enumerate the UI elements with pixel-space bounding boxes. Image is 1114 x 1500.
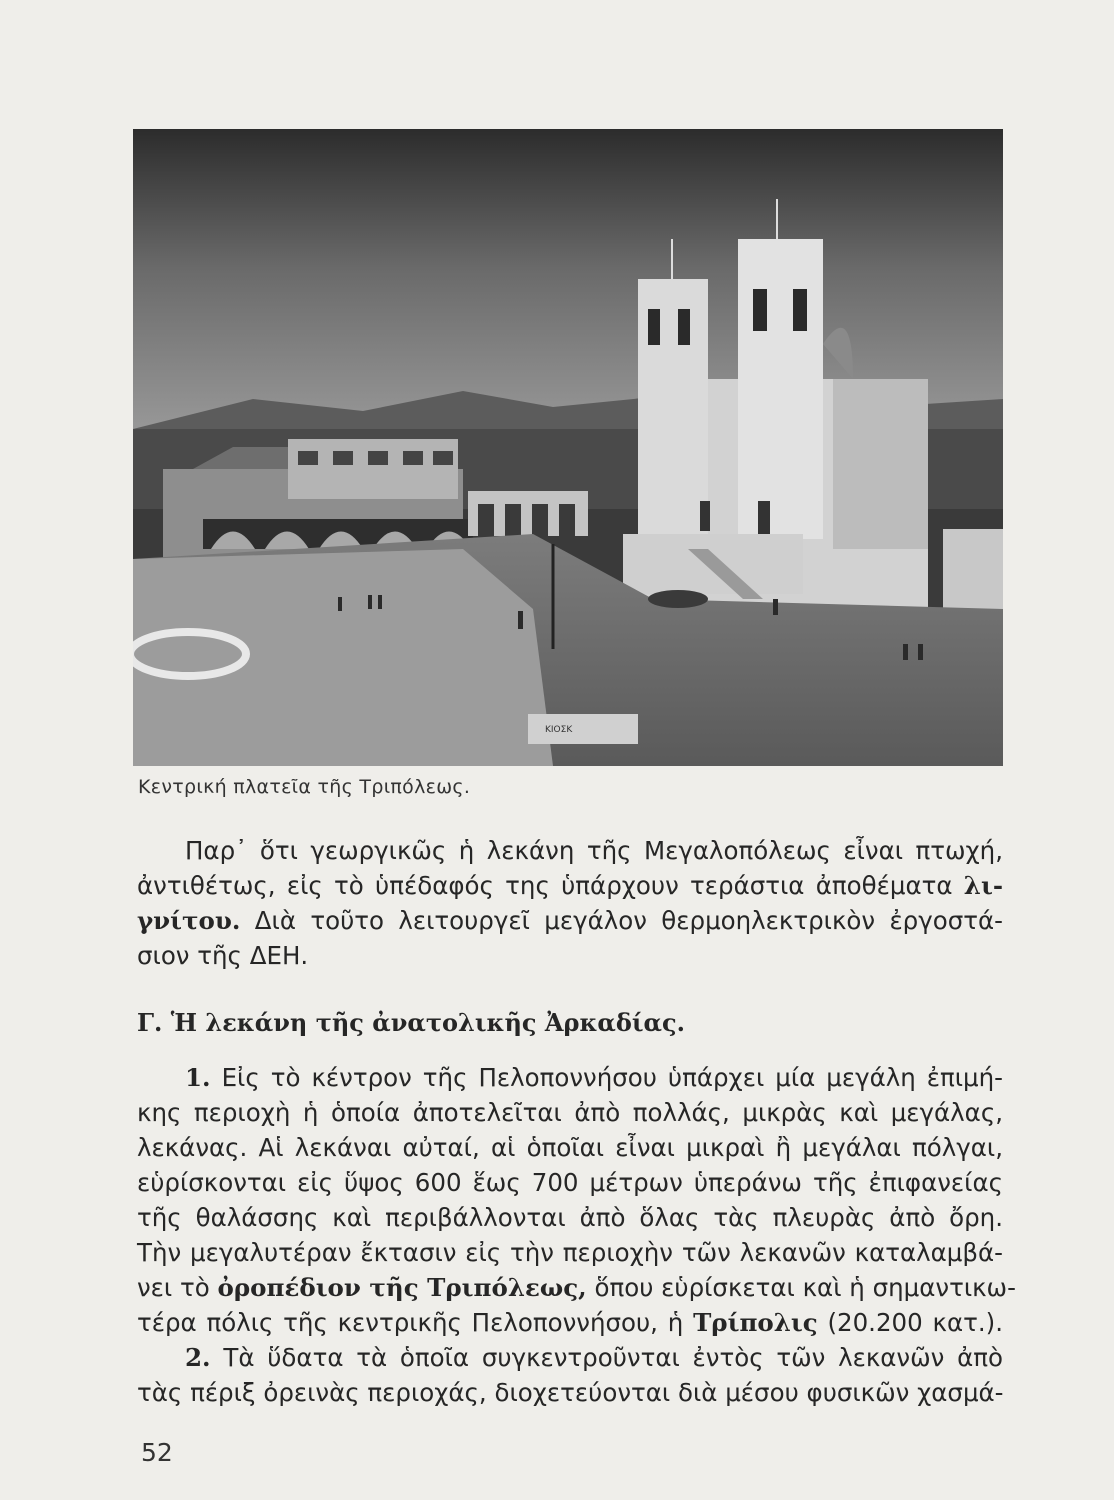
kiosk-stand	[528, 714, 638, 744]
kiosk-sign: ΚΙΟΣΚ	[545, 725, 573, 735]
text-line: σιον τῆς ΔΕΗ.	[137, 941, 309, 970]
text-line: εὑρίσκονται εἰς ὕψος 600 ἕως 700 μέτρων ὑπεράνω τῆς ἐπιφανείας	[137, 1168, 1003, 1197]
text-line: τὰς πέριξ ὀρεινὰς περιοχάς, διοχετεύονται διὰ μέσου φυσικῶν χασμά-	[137, 1378, 1004, 1407]
square-pale	[133, 549, 553, 766]
item-number: 2.	[185, 1343, 211, 1372]
text-line: Τὴν μεγαλυτέραν ἔκτασιν εἰς τὴν περιοχὴν τῶν λεκανῶν καταλαμβά-	[137, 1238, 1003, 1267]
text-line: 1. Εἰς τὸ κέντρον τῆς Πελοποννήσου ὑπάρχει μία μεγάλη ἐπιμή-	[185, 1063, 1003, 1092]
photo-tripoli-central-square	[133, 129, 1003, 766]
paragraph-arcadia-basins	[137, 1060, 1016, 1410]
bold-term: λι-	[963, 871, 1003, 900]
text-line: γνίτου. Διὰ τοῦτο λειτουργεῖ μεγάλον θερμοηλεκτρικὸν ἐργοστά-	[137, 906, 1003, 935]
page-number: 52	[141, 1438, 173, 1467]
text-line: λεκάνας. Αἱ λεκάναι αὐταί, αἱ ὁποῖαι εἶναι μικραὶ ἢ μεγάλαι πόλγαι,	[137, 1133, 1003, 1162]
text-line: κης περιοχὴ ἡ ὁποία ἀποτελεῖται ἀπὸ πολλάς, μικρὰς καὶ μεγάλας,	[137, 1098, 1003, 1127]
text-line: ἀντιθέτως, εἰς τὸ ὑπέδαφός της ὑπάρχουν τεράστια ἀποθέματα λι-	[137, 871, 1003, 900]
kiosk-building	[468, 491, 588, 536]
bold-term: Τρίπολις	[693, 1308, 818, 1337]
item-number: 1.	[185, 1063, 211, 1092]
text-line: τῆς θαλάσσης καὶ περιβάλλονται ἀπὸ ὅλας τὰς πλευρὰς ἀπὸ ὄρη.	[137, 1203, 1003, 1232]
text-line: 2. Τὰ ὕδατα τὰ ὁποῖα συγκεντροῦνται ἐντὸς τῶν λεκανῶν ἀπὸ	[185, 1343, 1003, 1372]
bold-term: γνίτου.	[137, 906, 241, 935]
text-line: τέρα πόλις τῆς κεντρικῆς Πελοποννήσου, ἡ Τρίπολις (20.200 κατ.).	[137, 1308, 1003, 1337]
bold-term: ὀροπέδιον τῆς Τριπόλεως,	[217, 1273, 587, 1302]
paragraph-megalopolis	[137, 833, 1003, 973]
car	[648, 590, 708, 608]
section-heading: Γ. Ἡ λεκάνη τῆς ἀνατολικῆς Ἀρκαδίας.	[137, 1008, 685, 1037]
photo-caption: Κεντρική πλατεῖα τῆς Τριπόλεως.	[138, 776, 471, 798]
text-line: Παρ᾽ ὅτι γεωργικῶς ἡ λεκάνη τῆς Μεγαλοπόλεως εἶναι πτωχή,	[185, 836, 1003, 865]
text-line: νει τὸ ὀροπέδιον τῆς Τριπόλεως, ὅπου εὑρίσκεται καὶ ἡ σημαντικω-	[137, 1273, 1016, 1302]
